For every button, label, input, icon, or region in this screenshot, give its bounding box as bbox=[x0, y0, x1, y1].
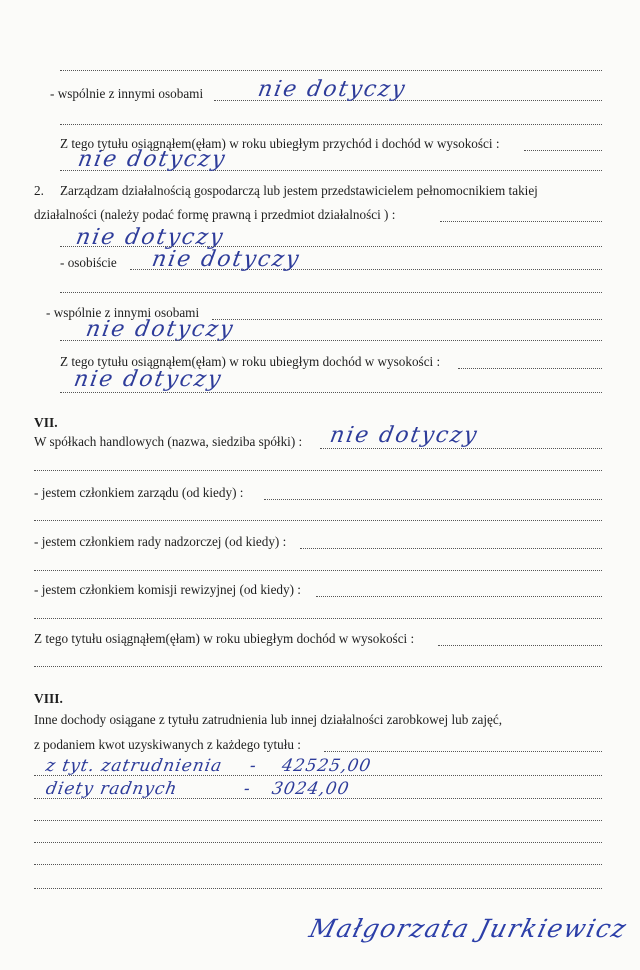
signature: Małgorzata Jurkiewicz bbox=[306, 914, 631, 943]
dotted-line bbox=[458, 368, 602, 369]
entry-1-dash: - bbox=[248, 756, 259, 776]
p2-personally-label: - osobiście bbox=[60, 255, 117, 270]
other-income-line2: z podaniem kwot uzyskiwanych z każdego tytułu : bbox=[34, 737, 301, 752]
dotted-line bbox=[34, 666, 602, 667]
p1-jointly-label: - wspólnie z innymi osobami bbox=[50, 86, 204, 101]
dotted-line bbox=[60, 392, 602, 393]
section-vii-heading: VII. bbox=[34, 415, 58, 430]
dotted-line bbox=[438, 645, 602, 646]
entry-2-amount: 3024,00 bbox=[270, 779, 352, 799]
dotted-line bbox=[34, 864, 602, 865]
p2-personally-handwriting: nie dotyczy bbox=[149, 247, 303, 272]
dotted-line bbox=[440, 221, 602, 222]
companies-handwriting: nie dotyczy bbox=[327, 423, 481, 448]
dotted-line bbox=[34, 470, 602, 471]
section-viii-heading: VIII. bbox=[34, 691, 63, 706]
p1-income-handwriting: nie dotyczy bbox=[75, 147, 229, 172]
dotted-line bbox=[60, 246, 602, 247]
board-label: - jestem członkiem zarządu (od kiedy) : bbox=[34, 485, 244, 500]
dotted-line bbox=[316, 596, 602, 597]
p2-income-handwriting: nie dotyczy bbox=[71, 367, 225, 392]
p2-text-line1: Zarządzam działalnością gospodarczą lub jestem przedstawicielem pełnomocnikiem takiej bbox=[60, 183, 538, 198]
p2-jointly-label: - wspólnie z innymi osobami bbox=[46, 305, 200, 320]
dotted-line bbox=[300, 548, 602, 549]
dotted-line bbox=[34, 570, 602, 571]
entry-2-title: diety radnych bbox=[44, 779, 180, 799]
entry-2-dash: - bbox=[242, 779, 253, 799]
p2-text-line2: działalności (należy podać formę prawną i przedmiot działalności ) : bbox=[34, 207, 396, 222]
dotted-line bbox=[324, 751, 602, 752]
entry-1-amount: 42525,00 bbox=[280, 756, 373, 776]
dotted-line bbox=[34, 618, 602, 619]
audit-label: - jestem członkiem komisji rewizyjnej (od kiedy) : bbox=[34, 582, 301, 597]
companies-label: W spółkach handlowych (nazwa, siedziba spółki) : bbox=[34, 434, 303, 449]
dotted-line bbox=[264, 499, 602, 500]
entry-1-title: z tyt. zatrudnienia bbox=[44, 756, 225, 776]
dotted-line bbox=[60, 70, 602, 71]
other-income-line1: Inne dochody osiągane z tytułu zatrudnienia lub innej działalności zarobkowej lub zajęć, bbox=[34, 712, 502, 727]
dotted-line bbox=[34, 888, 602, 889]
dotted-line bbox=[34, 842, 602, 843]
dotted-line bbox=[60, 124, 602, 125]
dotted-line bbox=[60, 292, 602, 293]
dotted-line bbox=[34, 820, 602, 821]
dotted-line bbox=[320, 448, 602, 449]
p2-jointly-handwriting: nie dotyczy bbox=[83, 317, 237, 342]
dotted-line bbox=[60, 340, 602, 341]
p2-handwriting: nie dotyczy bbox=[73, 225, 227, 250]
sec7-income-label: Z tego tytułu osiągnąłem(ęłam) w roku ubiegłym dochód w wysokości : bbox=[34, 631, 415, 646]
p1-jointly-handwriting: nie dotyczy bbox=[255, 77, 409, 102]
dotted-line bbox=[34, 520, 602, 521]
p1-income-label: Z tego tytułu osiągnąłem(ęłam) w roku ubiegłym przychód i dochód w wysokości : bbox=[60, 136, 500, 151]
dotted-line bbox=[212, 319, 602, 320]
dotted-line bbox=[524, 150, 602, 151]
p2-number: 2. bbox=[34, 183, 44, 198]
p2-income-label: Z tego tytułu osiągnąłem(ęłam) w roku ubiegłym dochód w wysokości : bbox=[60, 354, 441, 369]
supervisory-label: - jestem członkiem rady nadzorczej (od kiedy) : bbox=[34, 534, 287, 549]
